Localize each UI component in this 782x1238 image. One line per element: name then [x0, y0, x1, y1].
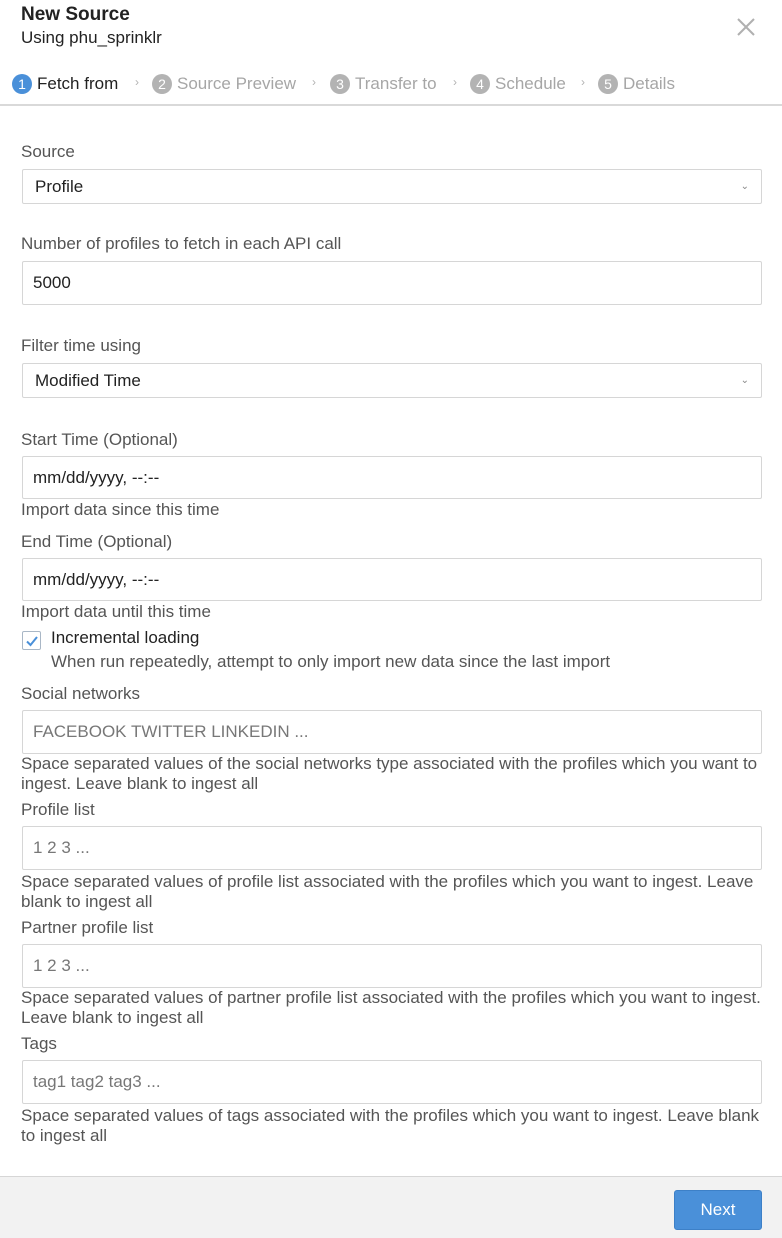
filter-time-select[interactable] — [22, 363, 762, 398]
end-time-label: End Time (Optional) — [21, 532, 173, 551]
step-number-badge: 2 — [152, 74, 172, 94]
chevron-right-icon: › — [135, 75, 139, 89]
dialog-title: New Source — [21, 4, 130, 25]
step-label: Fetch from — [37, 74, 119, 93]
source-label: Source — [21, 142, 75, 161]
step-transfer-to[interactable] — [330, 72, 437, 96]
social-networks-placeholder: FACEBOOK TWITTER LINKEDIN ... — [33, 722, 309, 741]
end-time-placeholder: mm/dd/yyyy, --:-- — [33, 569, 160, 589]
profiles-per-call-label: Number of profiles to fetch in each API call — [21, 234, 342, 253]
profiles-per-call-input[interactable] — [22, 261, 762, 305]
chevron-right-icon: › — [453, 75, 457, 89]
chevron-down-icon: ⌄ — [740, 180, 749, 192]
end-time-input[interactable] — [22, 558, 762, 601]
incremental-loading-help: When run repeatedly, attempt to only import new data since the last import — [51, 652, 611, 671]
step-source-preview[interactable] — [152, 72, 296, 96]
step-number-badge: 3 — [330, 74, 350, 94]
dialog-subtitle: Using phu_sprinklr — [21, 28, 162, 47]
filter-time-label: Filter time using — [21, 336, 141, 355]
incremental-loading-checkbox[interactable] — [22, 631, 41, 650]
profile-list-placeholder: 1 2 3 ... — [33, 838, 90, 857]
start-time-help: Import data since this time — [21, 500, 220, 519]
dialog-header — [0, 0, 782, 60]
chevron-right-icon: › — [312, 75, 316, 89]
social-networks-input[interactable] — [22, 710, 762, 754]
wizard-steps — [0, 62, 782, 106]
step-fetch-from[interactable] — [12, 72, 118, 96]
partner-profile-list-help: Space separated values of partner profile list associated with the profiles which you want to ingest. Leave blank to ingest all — [21, 988, 761, 1027]
start-time-input[interactable] — [22, 456, 762, 499]
end-time-help: Import data until this time — [21, 602, 211, 621]
partner-profile-list-input[interactable] — [22, 944, 762, 988]
incremental-loading-label: Incremental loading — [51, 628, 200, 647]
source-select-value: Profile — [35, 176, 84, 196]
social-networks-label: Social networks — [21, 684, 141, 703]
source-select[interactable] — [22, 169, 762, 204]
tags-input[interactable] — [22, 1060, 762, 1104]
social-networks-help: Space separated values of the social networks type associated with the profiles which you want to ingest. Leave blank to ingest all — [21, 754, 758, 793]
chevron-down-icon: ⌄ — [740, 374, 749, 386]
next-button[interactable]: Next — [674, 1190, 762, 1230]
step-label: Schedule — [495, 74, 566, 93]
checkmark-icon — [24, 633, 40, 649]
profile-list-input[interactable] — [22, 826, 762, 870]
step-label: Details — [623, 74, 675, 93]
step-label: Transfer to — [355, 74, 437, 93]
tags-placeholder: tag1 tag2 tag3 ... — [33, 1072, 161, 1091]
step-number-badge: 1 — [12, 74, 32, 94]
step-number-badge: 5 — [598, 74, 618, 94]
partner-profile-list-label: Partner profile list — [21, 918, 154, 937]
profiles-per-call-value: 5000 — [33, 273, 71, 292]
chevron-right-icon: › — [581, 75, 585, 89]
close-icon — [733, 14, 759, 40]
step-schedule[interactable] — [470, 72, 566, 96]
partner-profile-list-placeholder: 1 2 3 ... — [33, 956, 90, 975]
tags-label: Tags — [21, 1034, 57, 1053]
profile-list-help: Space separated values of profile list associated with the profiles which you want to ingest. Leave blank to ingest all — [21, 872, 754, 911]
step-label: Source Preview — [177, 74, 297, 93]
start-time-placeholder: mm/dd/yyyy, --:-- — [33, 467, 160, 487]
start-time-label: Start Time (Optional) — [21, 430, 178, 449]
dialog-footer — [0, 1176, 782, 1238]
step-details[interactable] — [598, 72, 675, 96]
tags-help: Space separated values of tags associated with the profiles which you want to ingest. Leave blank to ingest all — [21, 1106, 760, 1145]
close-button[interactable] — [733, 14, 759, 40]
filter-time-select-value: Modified Time — [35, 370, 141, 390]
profile-list-label: Profile list — [21, 800, 95, 819]
step-number-badge: 4 — [470, 74, 490, 94]
